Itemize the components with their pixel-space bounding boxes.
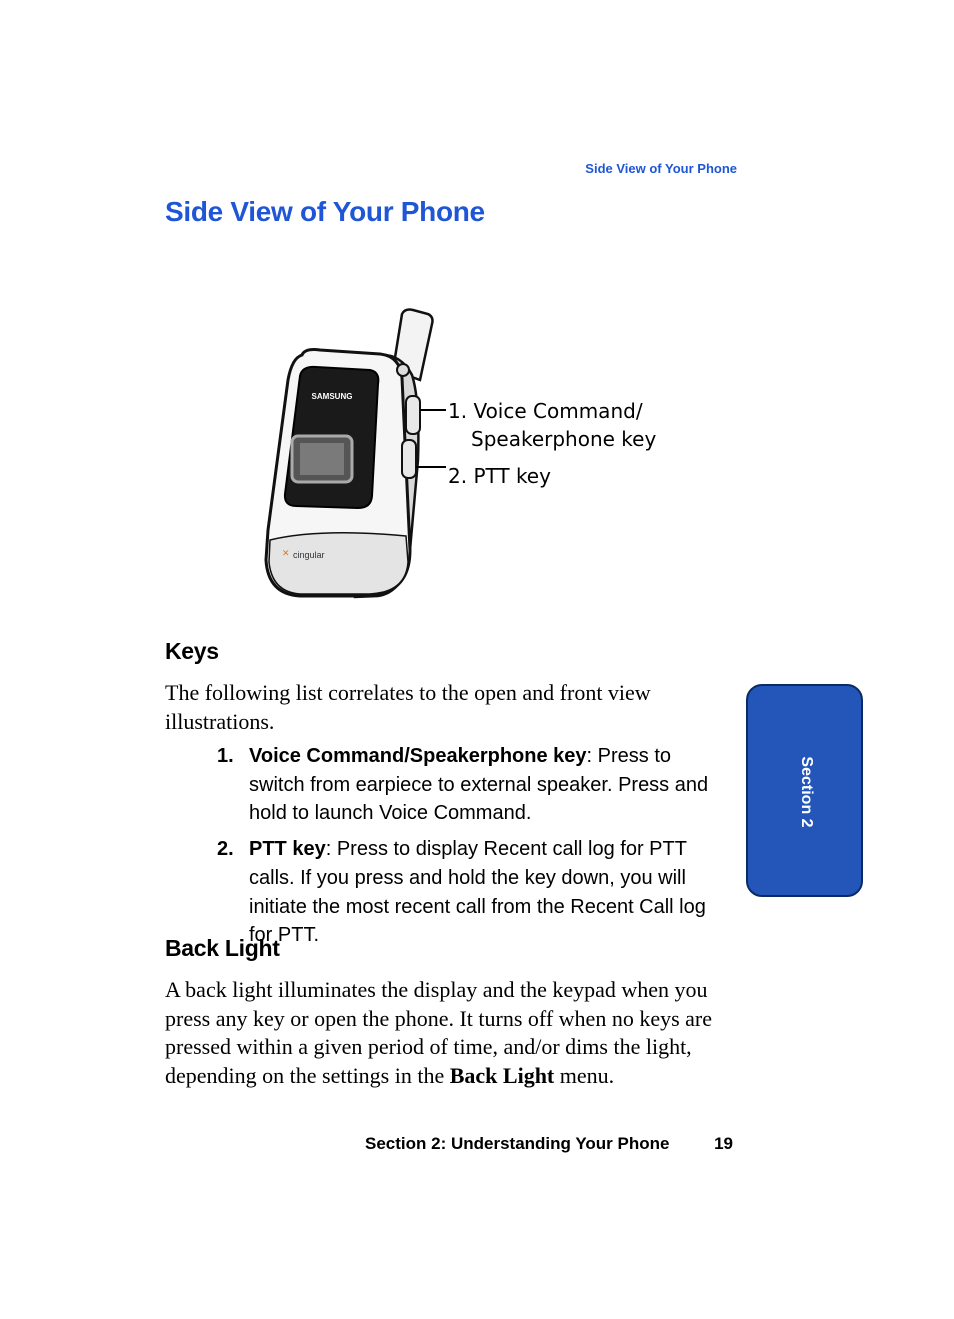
- list-item-number: 1.: [217, 745, 234, 767]
- list-item-term: PTT key: [249, 838, 326, 861]
- back-light-text: [165, 976, 735, 1090]
- list-item-description: : Press to switch from earpiece to external speaker. Press and hold to launch Voice Command.: [249, 745, 709, 825]
- callout-speakerphone: Speakerphone key: [471, 427, 657, 451]
- callout-ptt-key: 2. PTT key: [448, 464, 551, 488]
- section-tab-label: Section 2: [798, 756, 815, 828]
- back-light-text-body: A back light illuminates the display and the keypad when you press any key or open the phone. It turns off when no keys are pressed within a given period of time, and/or dims the light, depending on the settings in the: [165, 977, 713, 1088]
- back-light-menu-term: Back Light: [449, 1062, 555, 1088]
- keys-intro: The following list correlates to the open and front view illustrations.: [165, 680, 651, 734]
- keys-heading: Keys: [165, 638, 219, 664]
- back-light-heading: Back Light: [165, 935, 280, 961]
- page-title: Side View of Your Phone: [165, 196, 485, 227]
- list-item-number: 2.: [217, 838, 234, 861]
- list-item: [217, 742, 732, 828]
- phone-illustration: [260, 300, 680, 610]
- brand-logo: SAMSUNG: [311, 392, 353, 401]
- list-item-description: : Press to display Recent call log for PTT calls. If you press and hold the key down, you will initiate the most recent call from the Recent Call log for PTT.: [249, 838, 706, 947]
- keys-list: [217, 742, 732, 950]
- ptt-key-icon: [402, 440, 416, 478]
- section-tab: [746, 684, 863, 897]
- svg-text:✕: ✕: [282, 548, 290, 558]
- phone-side-view-figure: [260, 300, 680, 610]
- back-light-text-end: menu.: [554, 1062, 615, 1088]
- page-footer: [365, 1134, 733, 1154]
- list-item: [217, 835, 732, 950]
- voice-command-key-icon: [406, 396, 420, 434]
- list-item-term: Voice Command/Speakerphone key: [249, 745, 587, 767]
- running-header: Side View of Your Phone: [585, 161, 737, 176]
- page-number: 19: [714, 1134, 733, 1153]
- carrier-logo: cingular: [293, 550, 325, 560]
- callout-voice-command: 1. Voice Command/: [448, 399, 643, 423]
- footer-section-label: Section 2: Understanding Your Phone: [365, 1134, 670, 1153]
